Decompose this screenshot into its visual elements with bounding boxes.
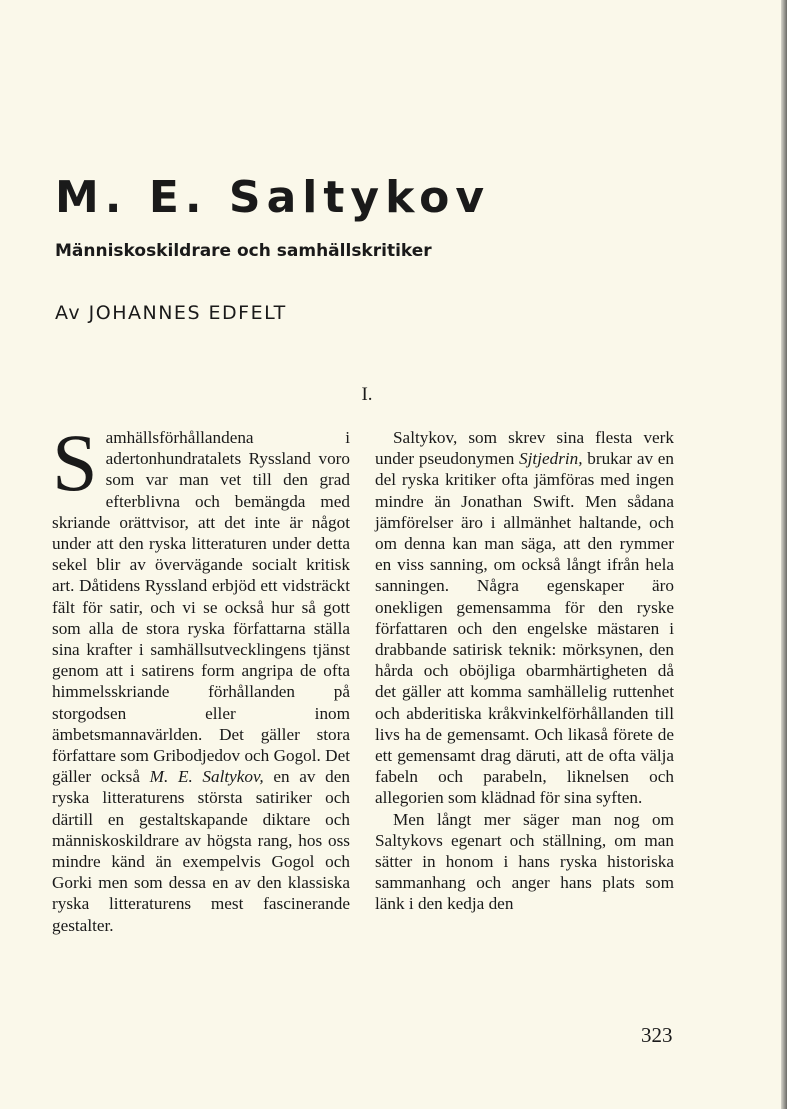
right-paragraph-1 [375,427,674,809]
right-p1-italic: Sjtjedrin, [519,449,583,469]
left-text-part-2: en av den ryska litteraturens största satiriker och därtill en gestaltskapande diktare och människoskildrare av högsta rang, hos oss mindre känd än exempelvis Gogol och Gorki men som dessa en av den klassiska ryska litteraturens mest fascinerande gestalter. [52,767,350,935]
left-paragraph [52,417,350,936]
left-text-italic: M. E. Saltykov, [149,767,264,787]
right-column [375,427,674,915]
page-edge-shadow [781,0,787,1109]
right-p1-part-1: Saltykov, som skrev sina flesta verk under pseudonymen [375,428,674,469]
article-author: Av JOHANNES EDFELT [55,302,287,324]
section-number: I. [361,384,373,405]
article-subtitle: Människoskildrare och samhällskritiker [55,241,432,261]
drop-cap: S [52,417,98,508]
right-p1-part-2: brukar av en del ryska kritiker ofta jämföras med ingen mindre än Jonathan Swift. Men sådana jämförelser äro i allmänhet haltande, och om denna kan man säga, att den rymmer en viss sanning, om också långt ifrån hela sanningen. Några egenskaper äro onekligen gemensamma för den ryske författaren och den engelske mästaren i drabbande satirisk teknik: mörksynen, den hårda och oböjliga obarmhärtigheten då det gäller att komma samhällelig ruttenhet och abderitiska kråkvinkelförhållanden till livs ha de gemensamt. Och likaså förete de ett gemensamt drag däruti, att de ofta välja fabeln och parabeln, liknelsen och allegorien som klädnad för sina syften. [375,449,674,808]
right-paragraph-2: Men långt mer säger man nog om Saltykovs egenart och ställning, om man sätter in honom i hans ryska historiska sammanhang och anger hans plats som länk i den kedja den [375,809,674,914]
left-column [52,417,350,936]
left-text-part-1: amhällsförhållandena i adertonhundratalets Ryssland voro som var man vet till den grad efterblivna och bemängda med skriande orättvisor, att det inte är något under att den ryska litteraturen under detta sekel blir av övervägande socialt kritisk art. Dåtidens Ryssland erbjöd ett vidsträckt fält för satir, och vi se också hur så gott som alla de stora ryska författarna ställa sina krafter i samhällsutvecklingens tjänst genom att i satirens form angripa de ofta himmelsskriande förhållanden på storgodsen eller inom ämbetsmannavärlden. Det gäller stora författare som Gribodjedov och Gogol. Det gäller också [52,428,350,787]
article-title: M. E. Saltykov [55,172,491,223]
page-number: 323 [641,1023,673,1047]
